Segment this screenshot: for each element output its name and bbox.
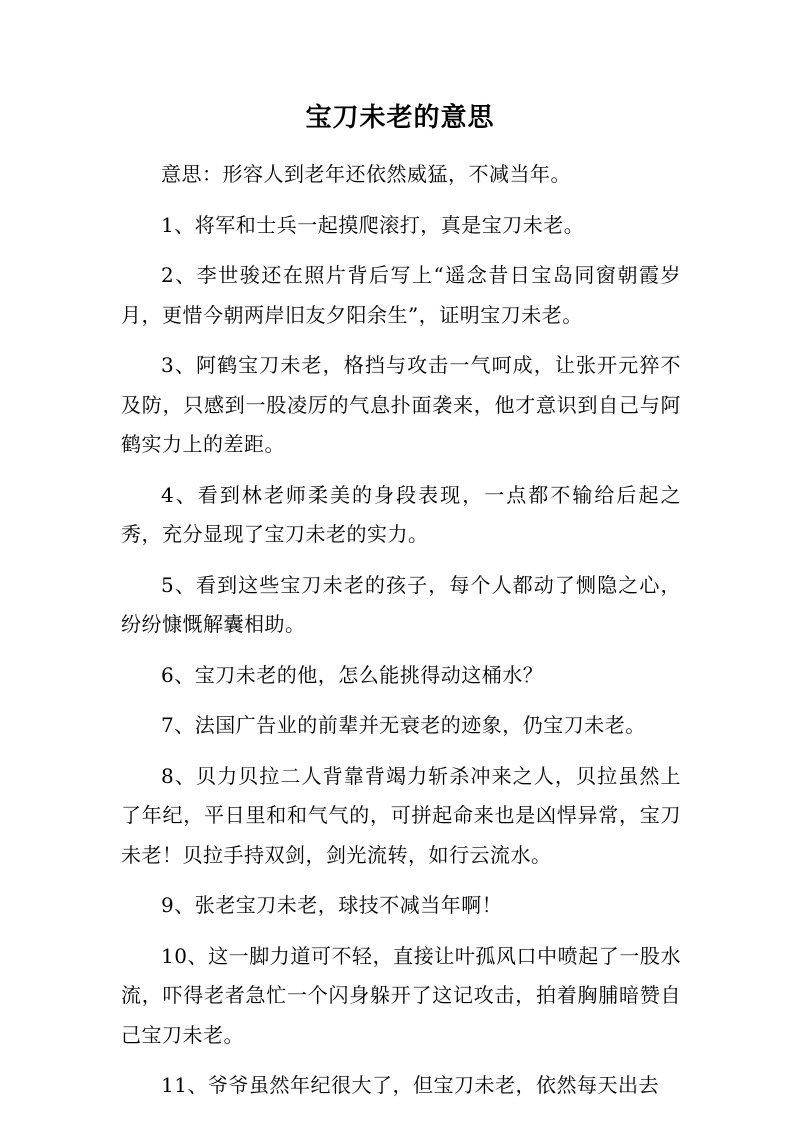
paragraph-example-7: 7、法国广告业的前辈并无衰老的迹象，仍宝刀未老。 [161, 713, 646, 737]
paragraph-example-1: 1、将军和士兵一起摸爬滚打，真是宝刀未老。 [161, 212, 585, 237]
paragraph-example-9: 9、张老宝刀未老，球技不减当年啊！ [161, 893, 503, 917]
document-body [121, 155, 681, 1117]
paragraph-example-6: 6、宝刀未老的他，怎么能挑得动这桶水？ [161, 662, 544, 687]
paragraph-example-3: 3、阿鹤宝刀未老，格挡与攻击一气呵成，让张开元猝不及防，只感到一股凌厉的气息扑面袭来，他才意识到自己与阿鹤实力上的差距。 [121, 353, 681, 456]
paragraph-example-8: 8、贝力贝拉二人背靠背竭力斩杀冲来之人，贝拉虽然上了年纪，平日里和和气气的，可拼起命来也是凶悍异常，宝刀未老！贝拉手持双剑，剑光流转，如行云流水。 [121, 763, 681, 867]
paragraph-meaning: 意思：形容人到老年还依然威猛，不减当年。 [161, 162, 571, 186]
paragraph-example-4: 4、看到林老师柔美的身段表现，一点都不输给后起之秀，充分显现了宝刀未老的实力。 [121, 482, 681, 546]
paragraph-example-11: 11、爷爷虽然年纪很大了，但宝刀未老，依然每天出去 [161, 1073, 659, 1097]
paragraph-example-10: 10、这一脚力道可不轻，直接让叶孤风口中喷起了一股水流，吓得老者急忙一个闪身躲开了这记攻击，拍着胸脯暗赞自己宝刀未老。 [121, 943, 681, 1047]
document-title: 宝刀未老的意思 [305, 103, 495, 133]
paragraph-example-5: 5、看到这些宝刀未老的孩子，每个人都动了恻隐之心，纷纷慷慨解囊相助。 [121, 572, 681, 636]
paragraph-example-2: 2、李世骏还在照片背后写上“遥念昔日宝岛同窗朝霞岁月，更惜今朝两岸旧友夕阳余生”，证明宝刀未老。 [121, 263, 681, 327]
